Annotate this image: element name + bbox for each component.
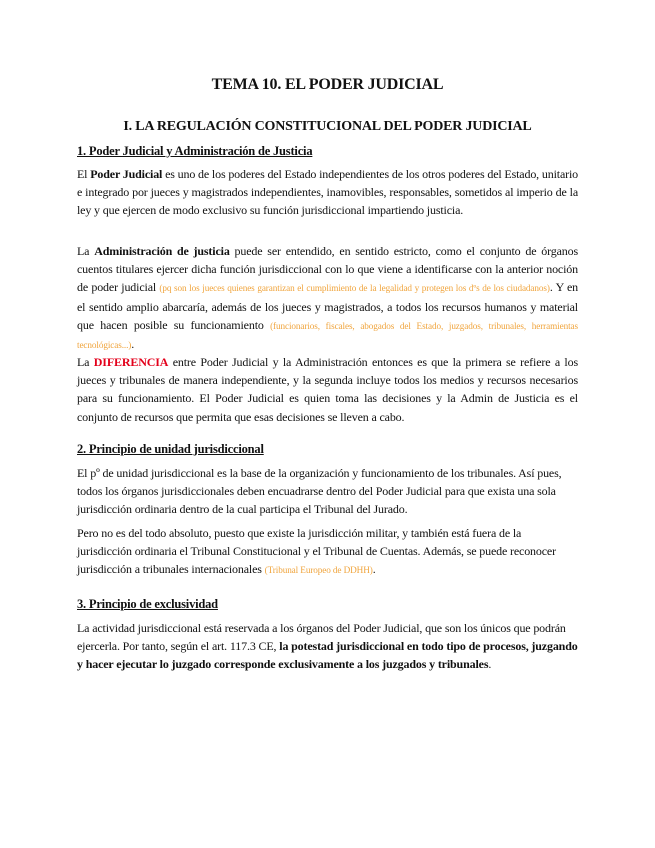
heading-poder-judicial: 1. Poder Judicial y Administración de Justicia [77, 144, 313, 158]
paragraph-poder-judicial [77, 165, 578, 220]
text: El [77, 167, 91, 181]
bold-potestad-jurisdiccional: la potestad jurisdiccional en todo tipo de procesos, juzgando y hacer ejecutar lo juzgado corresponde exclusivamente a los juzgados y tribunales [77, 639, 578, 672]
paragraph-excepciones [77, 524, 578, 580]
text: es uno de los poderes del Estado independientes de los otros poderes del Estado, unitario e integrado por jueces y magistrados independientes, inamovibles, responsables, sometidos al imperio de la ley y que ejercen de modo exclusivo su función jurisdiccional impartiendo justicia. [77, 167, 578, 218]
heading-exclusividad: 3. Principio de exclusividad [77, 597, 218, 611]
note-tribunal-europeo: (Tribunal Europeo de DDHH) [264, 565, 373, 576]
highlight-diferencia: DIFERENCIA [93, 355, 169, 369]
document-title: TEMA 10. EL PODER JUDICIAL [211, 76, 444, 93]
note-legalidad: (pq son los jueces quienes garantizan el cumplimiento de la legalidad y protegen los dºs de los ciudadanos) [159, 283, 550, 294]
text: . [488, 657, 492, 672]
text: entre Poder Judicial y la Administración entonces es que la primera se refiere a los jueces y tribunales de manera independiente, y la segunda incluye todos los medios y recursos necesarios para su funcionamiento. El Poder Judicial es quien toma las decisiones y la Admin de Justicia es el conjunto de recursos que permita que esas decisiones se lleven a cabo. [77, 355, 578, 424]
text: La [77, 244, 95, 258]
paragraph-diferencia [77, 353, 578, 426]
text: La actividad jurisdiccional está reservada a los órganos del Poder Judicial, que son los únicos que podrán ejercerla. Por tanto, según el art. 117.3 CE, [77, 621, 566, 654]
text: puede ser entendido, en sentido estricto, como el conjunto de órganos cuentos titulares ejercer dicha función jurisdiccional con lo que viene a identificarse con la anterior noción de poder judicial [77, 244, 578, 295]
paragraph-unidad: El pº de unidad jurisdiccional es la base de la organización y funcionamiento de los tribunales. Así pues, todos los órganos jurisdiccionales deben encuadrarse dentro del Poder Judicial para que exista una sola jurisdicción ordinaria dentro de la cual participa el Tribunal del Jurado. [77, 466, 562, 517]
text: . Y en el sentido amplio abarcaría, además de los jueces y magistrados, a todos los recursos humanos y material que hacen posible su funcionamiento [77, 280, 579, 332]
note-recursos: (funcionarios, fiscales, abogados del Estado, juzgados, tribunales, herramientas tecnológicas...) [77, 320, 578, 351]
bold-term-administracion: Administración de justicia [94, 244, 230, 258]
text: . [372, 562, 376, 577]
paragraph-exclusividad [77, 619, 578, 674]
text: . [131, 337, 135, 352]
bold-term-poder-judicial: Poder Judicial [90, 167, 163, 181]
heading-unidad-jurisdiccional: 2. Principio de unidad jurisdiccional [77, 442, 264, 456]
paragraph-administracion-justicia [77, 242, 578, 354]
text: La [77, 355, 94, 369]
text: Pero no es del todo absoluto, puesto que existe la jurisdicción militar, y también está fuera de la jurisdicción ordinaria el Tribunal Constitucional y el Tribunal de Cuentas. Además, se puede reconocer jurisdicción a tribunales internacionales [77, 526, 556, 577]
section-title: I. LA REGULACIÓN CONSTITUCIONAL DEL PODER JUDICIAL [123, 119, 532, 134]
